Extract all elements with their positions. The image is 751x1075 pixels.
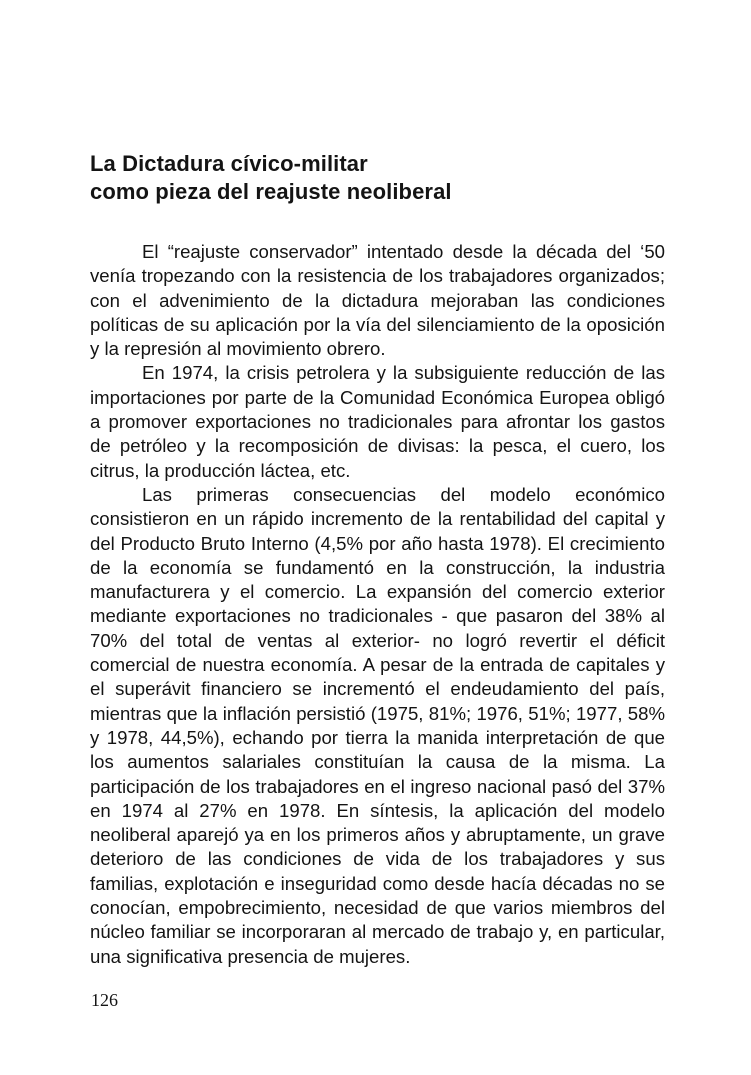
paragraph-1: El “reajuste conservador” intentado desde la década del ‘50 venía tropezando con la resistencia de los trabajadores organizados; con el advenimiento de la dictadura mejoraban las condiciones políticas de su aplicación por la vía del silenciamiento de la oposición y la represión al movimiento obrero. — [90, 241, 665, 360]
body-text — [90, 240, 665, 969]
section-title — [90, 150, 665, 206]
page-content — [90, 150, 665, 969]
page-number: 126 — [91, 990, 118, 1010]
paragraph-3: Las primeras consecuencias del modelo económico consistieron en un rápido incremento de la rentabilidad del capital y del Producto Bruto Interno (4,5% por año hasta 1978). El crecimiento de la economía se fundamentó en la construcción, la industria manufacturera y el comercio. La expansión del comercio exterior mediante exportaciones no tradicionales - que pasaron del 38% al 70% del total de ventas al exterior- no logró revertir el déficit comercial de nuestra economía. A pesar de la entrada de capitales y el superávit financiero se incrementó el endeudamiento del país, mientras que la inflación persistió (1975, 81%; 1976, 51%; 1977, 58% y 1978, 44,5%), echando por tierra la manida interpretación de que los aumentos salariales constituían la causa de la misma. La participación de los trabajadores en el ingreso nacional pasó del 37% en 1974 al 27% en 1978. En síntesis, la aplicación del modelo neoliberal aparejó ya en los primeros años y abruptamente, un grave deterioro de las condiciones de vida de los trabajadores y sus familias, explotación e inseguridad como desde hacía décadas no se conocían, empobrecimiento, necesidad de que varios miembros del núcleo familiar se incorporaran al mercado de trabajo y, en particular, una significativa presencia de mujeres. — [90, 483, 665, 967]
section-title-line-2: como pieza del reajuste neoliberal — [90, 179, 452, 204]
section-title-line-1: La Dictadura cívico-militar — [90, 151, 368, 176]
paragraph-2: En 1974, la crisis petrolera y la subsiguiente reducción de las importaciones por parte de la Comunidad Económica Europea obligó a promover exportaciones no tradicionales para afrontar los gastos de petróleo y la recomposición de divisas: la pesca, el cuero, los citrus, la producción láctea, etc. — [90, 362, 665, 481]
